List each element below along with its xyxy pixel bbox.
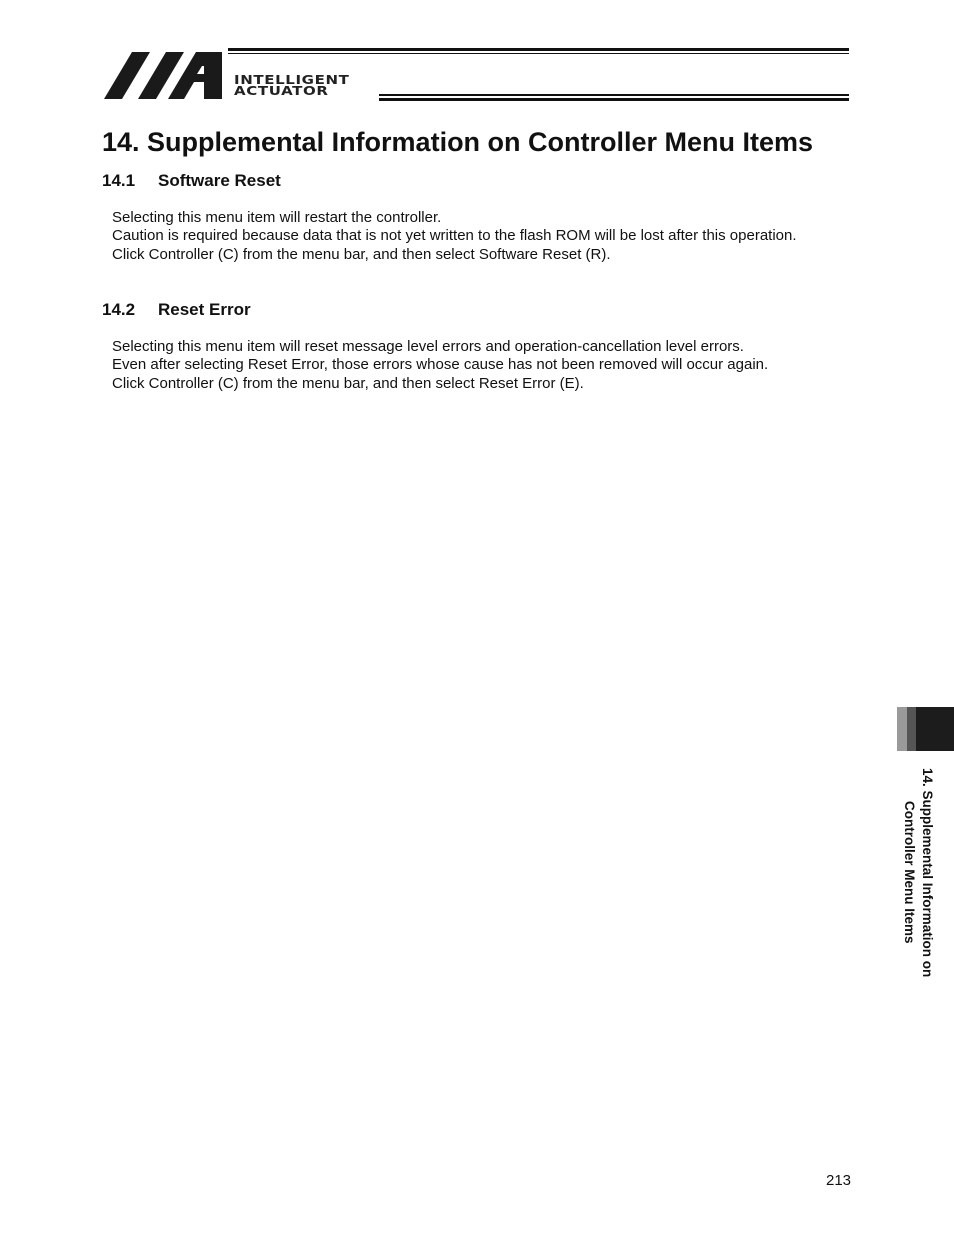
header-rule	[228, 48, 849, 51]
header-rule	[379, 94, 849, 96]
logo-line-intelligent: INTELLIGENT	[234, 73, 350, 87]
section-title: Software Reset	[158, 171, 281, 190]
body-line: Click Controller (C) from the menu bar, and then select Software Reset (R).	[112, 245, 611, 263]
chapter-title: 14. Supplemental Information on Controller Menu Items	[102, 127, 814, 157]
section-number: 14.2	[102, 300, 136, 319]
header-rule	[228, 53, 849, 54]
body-line: Caution is required because data that is not yet written to the flash ROM will be lost after this operation.	[112, 227, 797, 245]
header-rule	[379, 98, 849, 101]
body-line: Even after selecting Reset Error, those errors whose cause has not been removed will occur again.	[112, 356, 769, 374]
section-title: Reset Error	[158, 300, 251, 319]
logo-wordmark	[234, 75, 350, 97]
header-logo	[104, 48, 849, 102]
page-number: 213	[826, 1172, 852, 1189]
section-number: 14.1	[102, 171, 136, 190]
section-heading-software-reset	[102, 171, 281, 191]
iai-logo-mark-icon	[104, 48, 224, 102]
body-line: Selecting this menu item will reset message level errors and operation-cancellation level errors.	[112, 338, 744, 355]
body-line: Click Controller (C) from the menu bar, and then select Reset Error (E).	[112, 374, 584, 392]
side-label-line1: 14. Supplemental Information on	[920, 768, 935, 978]
section-body-reset-error	[112, 338, 768, 393]
logo-line-actuator: ACTUATOR	[234, 84, 329, 98]
chapter-thumb-tab	[897, 707, 954, 751]
section-body-software-reset	[112, 209, 797, 264]
section-heading-reset-error	[102, 300, 251, 320]
side-label-line2: Controller Menu Items	[902, 801, 917, 944]
side-chapter-label	[900, 768, 936, 977]
body-line: Selecting this menu item will restart the controller.	[112, 209, 442, 226]
